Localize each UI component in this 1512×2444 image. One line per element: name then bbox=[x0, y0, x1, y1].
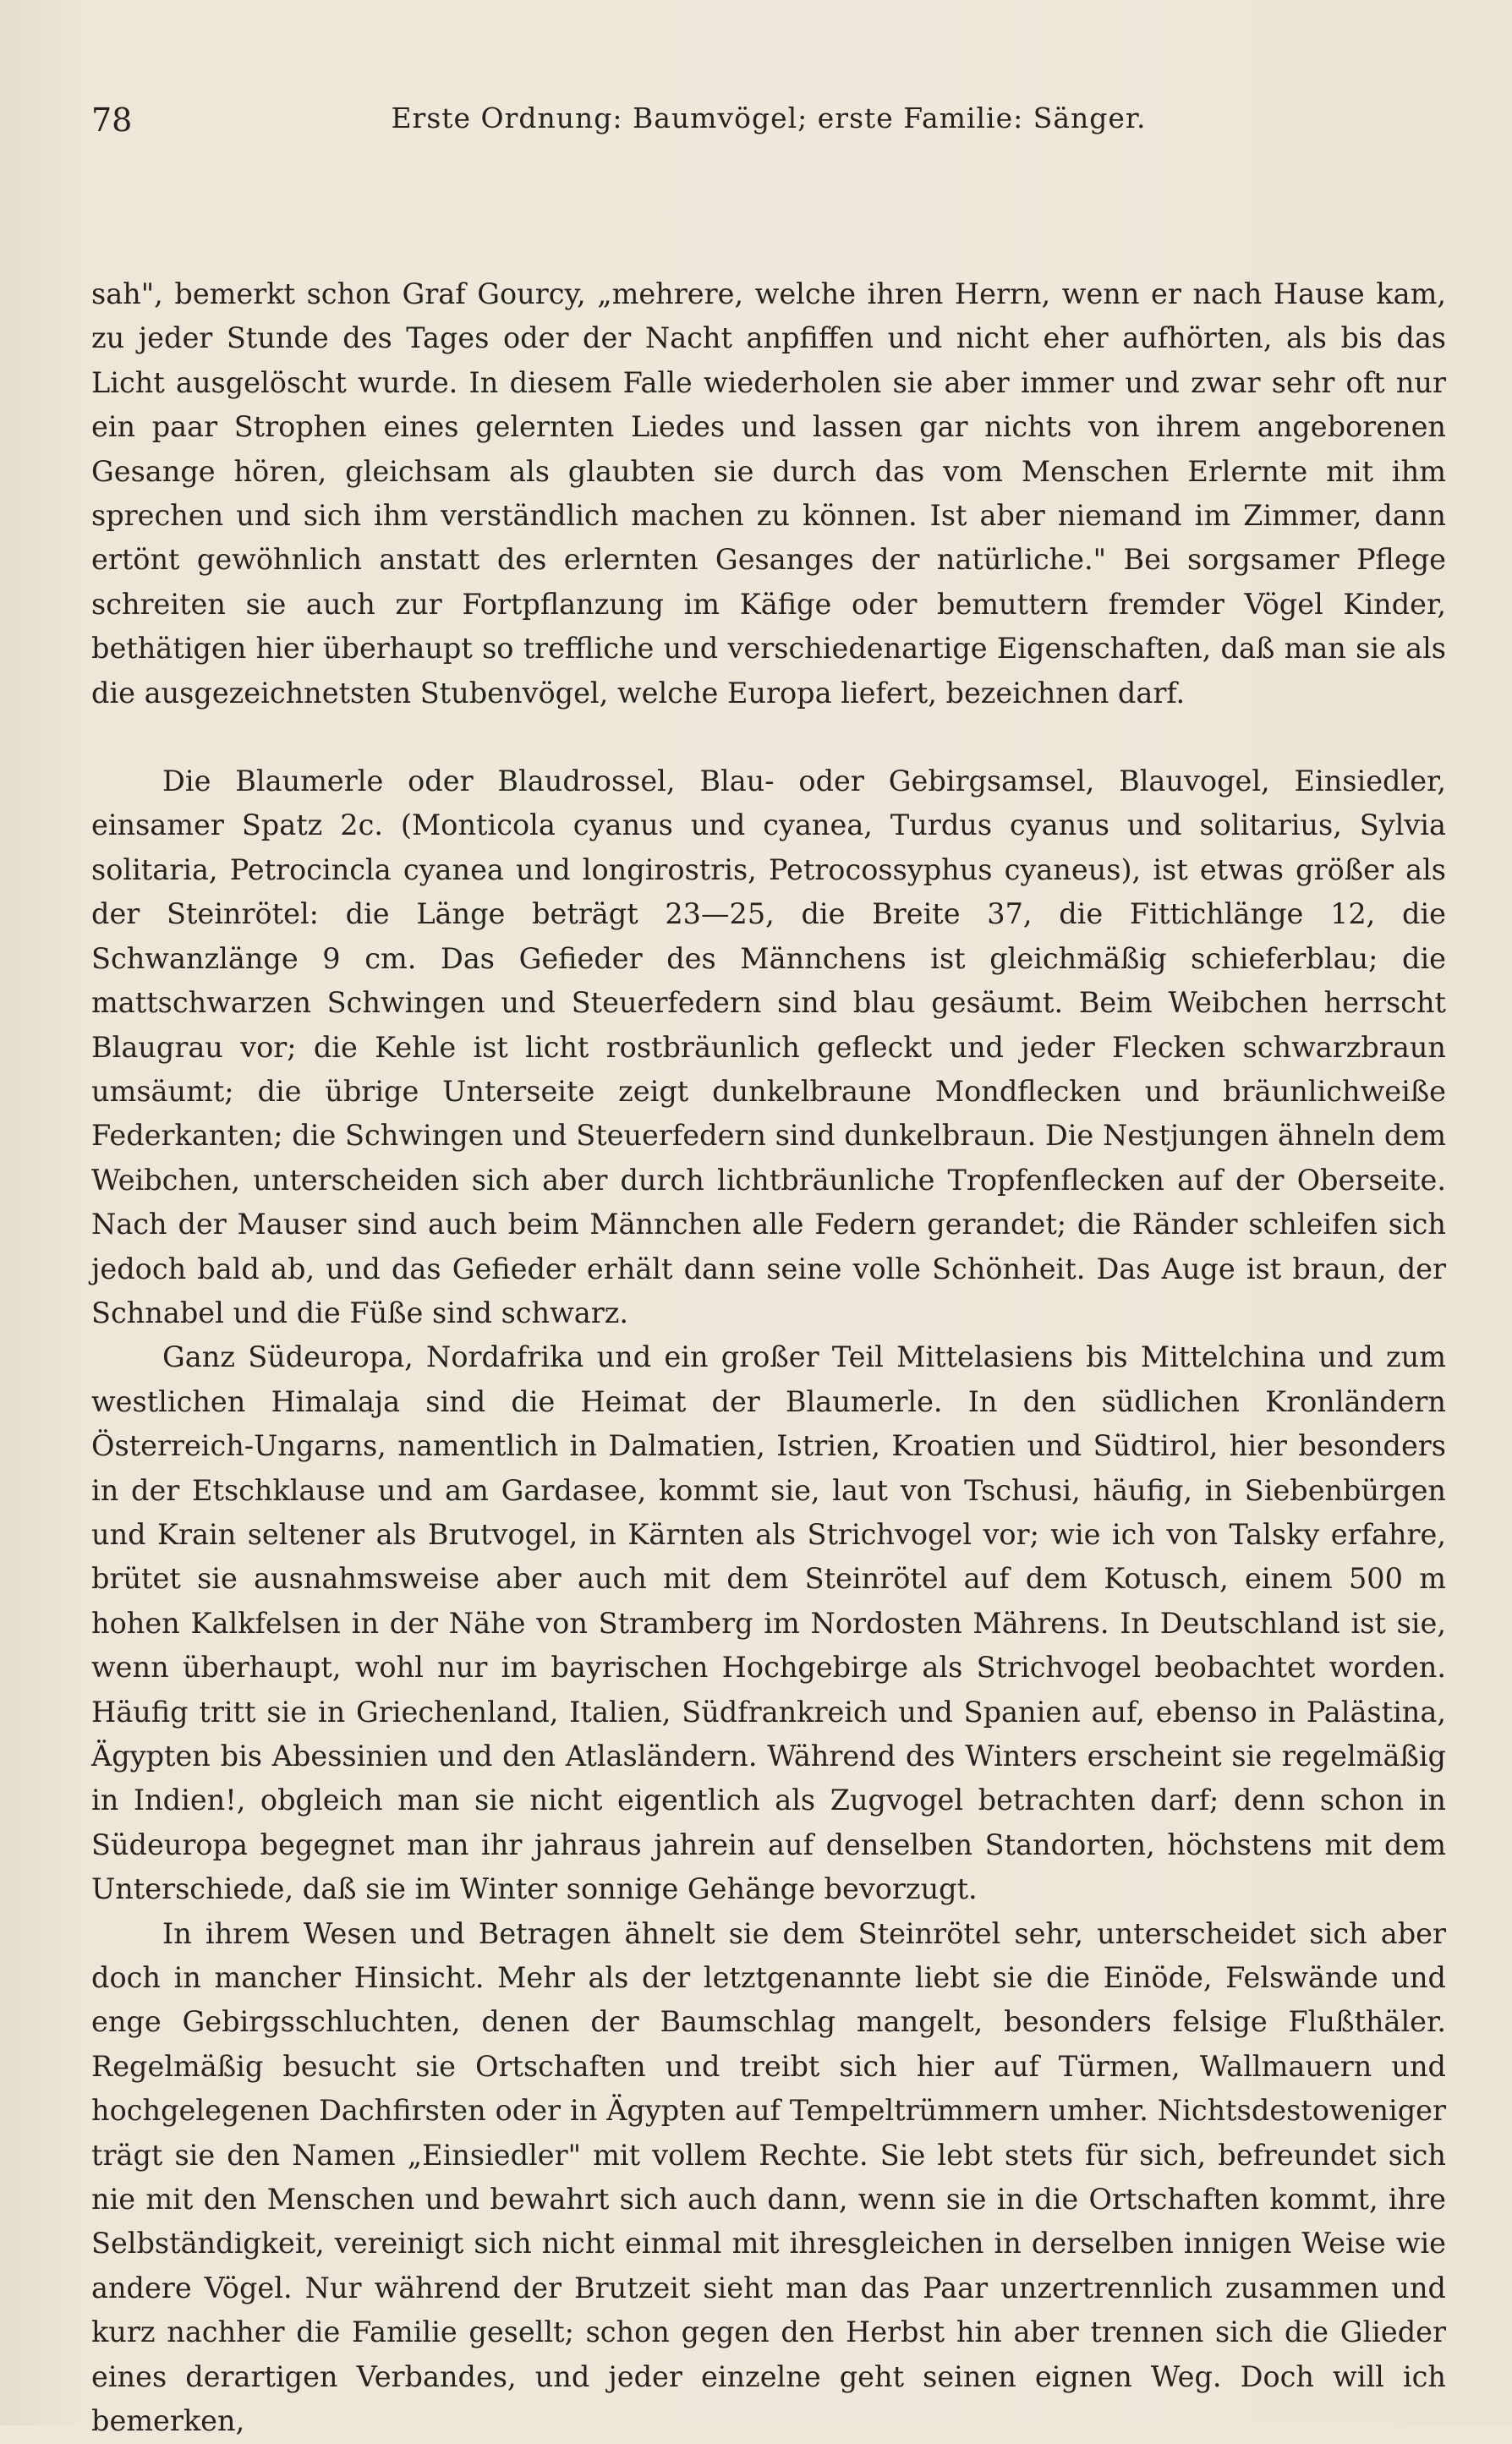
paragraph-behaviour: In ihrem Wesen und Betragen ähnelt sie dem Steinrötel sehr, unterscheidet sich aber doch in mancher Hinsicht. Mehr als der letztgenannte liebt sie die Einöde, Felswände und enge Gebirgsschluchten, denen der Baumschlag mangelt, besonders felsige Flußthäler. Regelmäßig besucht sie Ortschaften und treibt sich hier auf Türmen, Wallmauern und hochgelegenen Dachfirsten oder in Ägypten auf Tempeltrümmern umher. Nichtsdestoweniger trägt sie den Namen „Einsiedler" mit vollem Rechte. Sie lebt stets für sich, befreundet sich nie mit den Menschen und bewahrt sich auch dann, wenn sie in die Ortschaften kommt, ihre Selbständigkeit, vereinigt sich nicht einmal mit ihresgleichen in derselben innigen Weise wie andere Vögel. Nur während der Brutzeit sieht man das Paar unzertrennlich zusammen und kurz nachher die Familie gesellt; schon gegen den Herbst hin aber trennen sich die Glieder eines derartigen Verbandes, und jeder einzelne geht seinen eignen Weg. Doch will ich bemerken, bbox=[91, 1916, 1446, 2438]
paragraph-continuation: sah", bemerkt schon Graf Gourcy, „mehrere, welche ihren Herrn, wenn er nach Hause kam, zu jeder Stunde des Tages oder der Nacht anpfiffen und nicht eher aufhörten, als bis das Licht ausgelöscht wurde. In diesem Falle wiederholen sie aber immer und zwar sehr oft nur ein paar Strophen eines gelernten Liedes und lassen gar nichts von ihrem angeborenen Gesange hören, gleichsam als glaubten sie durch das vom Menschen Erlernte mit ihm sprechen und sich ihm verständlich machen zu können. Ist aber niemand im Zimmer, dann ertönt gewöhnlich anstatt des erlernten Gesanges der natürliche." Bei sorgsamer Pflege schreiten sie auch zur Fortpflanzung im Käfige oder bemuttern fremder Vögel Kinder, bethätigen hier überhaupt so treffliche und verschiedenartige Eigenschaften, daß man sie als die ausgezeichnetsten Stubenvögel, welche Europa liefert, bezeichnen darf. bbox=[91, 277, 1446, 710]
running-head: Erste Ordnung: Baumvögel; erste Familie: Sänger. bbox=[391, 101, 1147, 134]
paragraph-species-description: Die Blaumerle oder Blaudrossel, Blau- oder Gebirgsamsel, Blauvogel, Einsiedler, einsamer Spatz 2c. (Monticola cyanus und cyanea, Turdus cyanus und solitarius, Sylvia solitaria, Petrocincla cyanea und longirostris, Petrocossyphus cyaneus), ist etwas größer als der Steinrötel: die Länge beträgt 23—25, die Breite 37, die Fittichlänge 12, die Schwanzlänge 9 cm. Das Gefieder des Männchens ist gleichmäßig schieferblau; die mattschwarzen Schwingen und Steuerfedern sind blau gesäumt. Beim Weibchen herrscht Blaugrau vor; die Kehle ist licht rostbräunlich gefleckt und jeder Flecken schwarzbraun umsäumt; die übrige Unterseite zeigt dunkelbraune Mondflecken und bräunlichweiße Federkanten; die Schwingen und Steuerfedern sind dunkelbraun. Die Nestjungen ähneln dem Weibchen, unterscheiden sich aber durch lichtbräunliche Tropfenflecken auf der Oberseite. Nach der Mauser sind auch beim Männchen alle Federn gerandet; die Ränder schleifen sich jedoch bald ab, und das Gefieder erhält dann seine volle Schönheit. Das Auge ist braun, der Schnabel und die Füße sind schwarz. bbox=[91, 764, 1446, 1329]
page-number: 78 bbox=[91, 101, 133, 139]
page-header bbox=[91, 101, 1446, 156]
body-text bbox=[91, 272, 1446, 2444]
paragraph-distribution: Ganz Südeuropa, Nordafrika und ein großer Teil Mittelasiens bis Mittelchina und zum westlichen Himalaja sind die Heimat der Blaumerle. In den südlichen Kronländern Österreich-Ungarns, namentlich in Dalmatien, Istrien, Kroatien und Südtirol, hier besonders in der Etschklause und am Gardasee, kommt sie, laut von Tschusi, häufig, in Siebenbürgen und Krain seltener als Brutvogel, in Kärnten als Strichvogel vor; wie ich von Talsky erfahre, brütet sie ausnahmsweise aber auch mit dem Steinrötel auf dem Kotusch, einem 500 m hohen Kalkfelsen in der Nähe von Stramberg im Nordosten Mährens. In Deutschland ist sie, wenn überhaupt, wohl nur im bayrischen Hochgebirge als Strichvogel beobachtet worden. Häufig tritt sie in Griechenland, Italien, Südfrankreich und Spanien auf, ebenso in Palästina, Ägypten bis Abessinien und den Atlasländern. Während des Winters erscheint sie regelmäßig in Indien!, obgleich man sie nicht eigentlich als Zugvogel betrachten darf; denn schon in Südeuropa begegnet man ihr jahraus jahrein auf denselben Standorten, höchstens mit dem Unterschiede, daß sie im Winter sonnige Gehänge bevorzugt. bbox=[91, 1340, 1446, 1906]
